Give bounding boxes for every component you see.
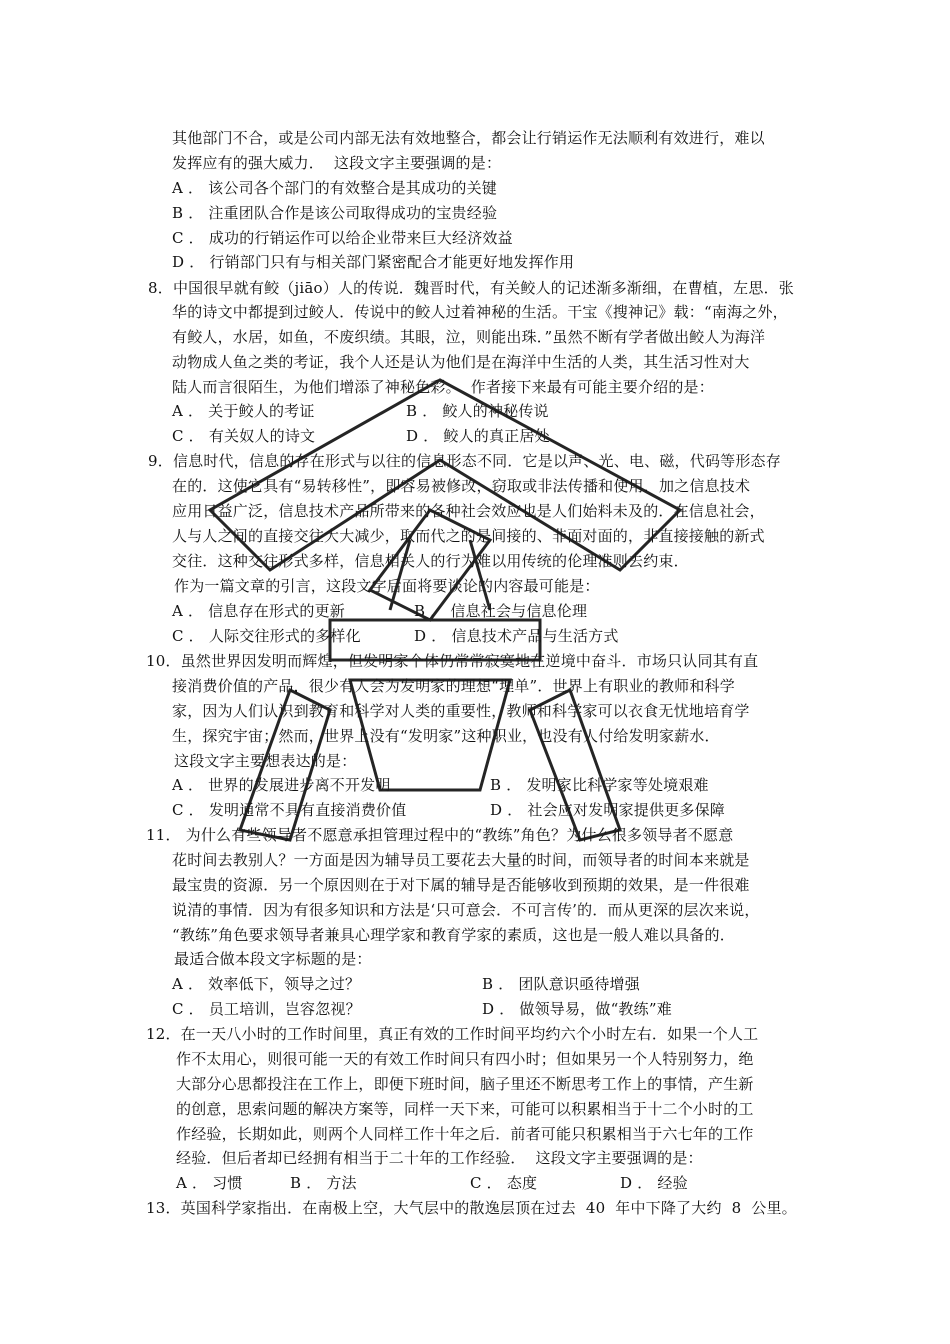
option-b: B ． 信息社会与信息伦理 bbox=[414, 602, 588, 620]
question-8: 8．中国很早就有鲛（jiāo）人的传说．魏晋时代，有关鲛人的记述渐多渐细，在曹植，左思．张 bbox=[148, 279, 794, 297]
text-line: 动物成人鱼之类的考证，我个人还是认为他们是在海洋中生活的人类，其生活习性对大 bbox=[172, 353, 750, 371]
option-d: D ． 做领导易，做“教练”难 bbox=[482, 1000, 672, 1018]
text-line: 在的．这使它具有“易转移性”，即容易被修改，窃取或非法传播和使用．加之信息技术 bbox=[172, 477, 751, 495]
question-12: 12．在一天八小时的工作时间里，真正有效的工作时间平均约六个小时左右．如果一个人工 bbox=[146, 1025, 759, 1043]
text-line: 有鲛人，水居，如鱼，不废织绩。其眼，泣，则能出珠．”虽然不断有学者做出鲛人为海洋 bbox=[172, 328, 766, 346]
text-line: 发挥应有的强大威力． 这段文字主要强调的是： bbox=[172, 154, 502, 172]
option-d: D ． 行销部门只有与相关部门紧密配合才能更好地发挥作用 bbox=[172, 253, 575, 271]
text-line: 华的诗文中都提到过鲛人．传说中的鲛人过着神秘的生活。干宝《搜神记》载：“南海之外， bbox=[172, 303, 788, 321]
option-a: A ． 该公司各个部门的有效整合是其成功的关键 bbox=[172, 179, 497, 197]
text-line: 其他部门不合，或是公司内部无法有效地整合，都会让行销运作无法顺利有效进行，难以 bbox=[172, 129, 765, 147]
option-a: A ． 世界的发展进步离不开发明 bbox=[172, 776, 391, 794]
text-line: 接消费价值的产品，很少有人会为发明家的理想“埋单”．世界上有职业的教师和科学 bbox=[172, 677, 735, 695]
option-b: B ． 方法 bbox=[290, 1174, 357, 1192]
question-9: 9．信息时代，信息的存在形式与以往的信息形态不同．它是以声、光、电、磁，代码等形态存 bbox=[148, 452, 781, 470]
text-line: 最适合做本段文字标题的是： bbox=[174, 950, 372, 968]
question-10: 10．虽然世界因发明而辉煌，但发明家个体仍常常寂寞地在逆境中奋斗．市场只认同其有直 bbox=[146, 652, 759, 670]
option-c: C ． 发明通常不具有直接消费价值 bbox=[172, 801, 407, 819]
text-line: 说清的事情．因为有很多知识和方法是‘只可意会．不可言传’的．而从更深的层次来说， bbox=[172, 901, 760, 919]
text-line: 花时间去教别人？一方面是因为辅导员工要花去大量的时间，而领导者的时间本来就是 bbox=[172, 851, 750, 869]
text-line: 最宝贵的资源．另一个原因则在于对下属的辅导是否能够收到预期的效果，是一件很难 bbox=[172, 876, 750, 894]
text-line: 应用日益广泛，信息技术产品所带来的各种社会效应也是人们始料未及的．在信息社会， bbox=[172, 502, 765, 520]
option-d: D ． 信息技术产品与生活方式 bbox=[414, 627, 619, 645]
option-d: D ． 经验 bbox=[620, 1174, 688, 1192]
text-line: 作不太用心，则很可能一天的有效工作时间只有四小时；但如果另一个人特别努力，绝 bbox=[176, 1050, 754, 1068]
option-c: C ． 有关奴人的诗文 bbox=[172, 427, 316, 445]
text-line: 经验．但后者却已经拥有相当于二十年的工作经验． 这段文字主要强调的是： bbox=[176, 1149, 703, 1167]
text-line: 作为一篇文章的引言，这段文字后面将要谈论的内容最可能是： bbox=[174, 577, 600, 595]
option-a: A ． 关于鲛人的考证 bbox=[172, 402, 315, 420]
text-line: 生，探究宇宙；然而，世界上没有“发明家”这种职业，也没有人付给发明家薪水． bbox=[172, 727, 720, 745]
text-line: 的创意，思索问题的解决方案等，同样一天下来，可能可以积累相当于十二个小时的工 bbox=[176, 1100, 754, 1118]
text-line: 作经验，长期如此，则两个人同样工作十年之后．前者可能只积累相当于六七年的工作 bbox=[176, 1125, 754, 1143]
option-a: A ． 效率低下，领导之过？ bbox=[172, 975, 361, 993]
option-c: C ． 态度 bbox=[470, 1174, 538, 1192]
option-d: D ． 社会应对发明家提供更多保障 bbox=[490, 801, 725, 819]
option-a: A ． 信息存在形式的更新 bbox=[172, 602, 345, 620]
text-line: 家，因为人们认识到教育和科学对人类的重要性，教师和科学家可以衣食无忧地培育学 bbox=[172, 702, 750, 720]
option-b: B ． 注重团队合作是该公司取得成功的宝贵经验 bbox=[172, 204, 498, 222]
question-13: 13．英国科学家指出．在南极上空，大气层中的散逸层顶在过去 40 年中下降了大约 8 公里。 bbox=[146, 1199, 797, 1217]
text-line: 大部分心思都投注在工作上，即便下班时间，脑子里还不断思考工作上的事情，产生新 bbox=[176, 1075, 754, 1093]
option-b: B ． 团队意识亟待增强 bbox=[482, 975, 640, 993]
text-line: 人与人之间的直接交往大大减少，取而代之的是间接的、非面对面的，非直接接触的新式 bbox=[172, 527, 765, 545]
text-line: “教练”角色要求领导者兼具心理学家和教育学家的素质，这也是一般人难以具备的． bbox=[172, 926, 735, 944]
text-line: 陆人而言很陌生，为他们增添了神秘色彩。 作者接下来最有可能主要介绍的是： bbox=[172, 378, 714, 396]
option-b: B ． 鲛人的神秘传说 bbox=[406, 402, 549, 420]
option-c: C ． 成功的行销运作可以给企业带来巨大经济效益 bbox=[172, 229, 513, 247]
option-b: B ． 发明家比科学家等处境艰难 bbox=[490, 776, 709, 794]
option-a: A ． 习惯 bbox=[176, 1174, 243, 1192]
option-d: D ． 鲛人的真正居处 bbox=[406, 427, 550, 445]
option-c: C ． 人际交往形式的多样化 bbox=[172, 627, 361, 645]
text-line: 交往．这种交往形式多样，信息相关人的行为难以用传统的伦理准则去约束． bbox=[172, 552, 689, 570]
option-c: C ． 员工培训，岂容忽视？ bbox=[172, 1000, 361, 1018]
question-11: 11． 为什么有些领导者不愿意承担管理过程中的“教练”角色？为什么很多领导者不愿意 bbox=[146, 826, 734, 844]
text-line: 这段文字主要想表达的是： bbox=[174, 752, 357, 770]
